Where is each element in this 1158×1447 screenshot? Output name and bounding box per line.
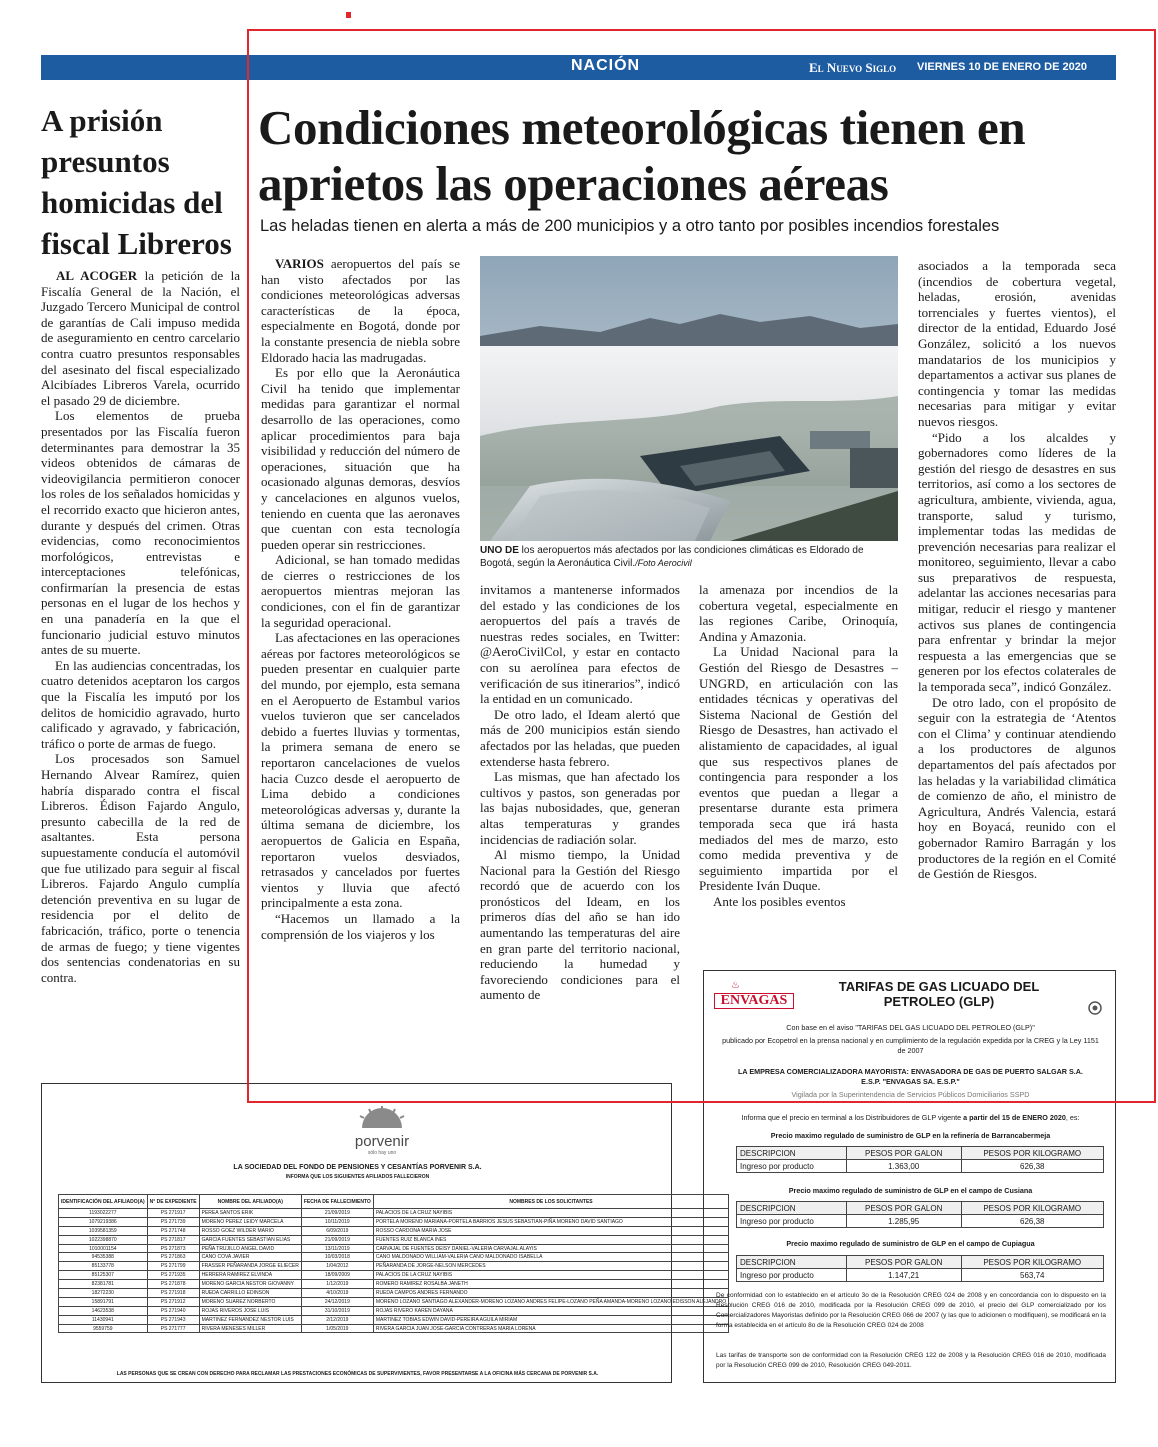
table-cell: MORENO SUAREZ NORBERTO: [199, 1297, 301, 1306]
table-cell: 31/10/2019: [301, 1306, 373, 1315]
article-paragraph-text: aeropuertos del país se han visto afectados por las condiciones meteorológicas adversas características de la época, especialmente en Bogotá, donde por la constante presencia de niebla sobre Eldorado hacia las madrugadas.: [261, 256, 460, 365]
price-cell: 1.147,21: [846, 1269, 961, 1282]
table-cell: 94535388: [59, 1253, 148, 1262]
main-lead: VARIOS: [275, 256, 324, 271]
seal-icon: [1088, 1001, 1102, 1015]
table-cell: 1079219386: [59, 1217, 148, 1226]
article-paragraph: invitamos a mantenerse informados del estado y las condiciones de los aeropuertos del país a través de nuestras redes sociales, en Twitter: @AeroCivilCol, y estar en contacto con su aerolínea para efectos de verificación de sus itinerarios”, indicó la entidad en un comunicado.: [480, 582, 680, 707]
price-cell: 1.285,95: [846, 1215, 961, 1228]
table-cell: RUEDA CARRILLO EDINSON: [199, 1289, 301, 1298]
table-cell: 14623538: [59, 1306, 148, 1315]
caption-lead: UNO DE: [480, 545, 519, 556]
table-header: IDENTIFICACIÓN DEL AFILIADO(A): [59, 1195, 148, 1209]
article-paragraph: La Unidad Nacional para la Gestión del Riesgo de Desastres – UNGRD, en articulación con las entidades técnicas y operativas del Sistema Nacional de Gestión del Riesgo de Desastres, han activado el alistamiento de capacidades, al igual que sus respectivos planes de contingencia para responder a los eventos que puedan a llegar a presentarse durante esta primera temporada seca que irá hasta mediados del mes de marzo, esto como medida preventiva y de seguimiento impartida por el Presidente Iván Duque.: [699, 644, 898, 894]
table-cell: ROSSO GOEZ WILDER MARIO: [199, 1226, 301, 1235]
table-cell: PS 271912: [147, 1297, 199, 1306]
article-paragraph: asociados a la temporada seca (incendios de cobertura vegetal, heladas, erosión, avenidas torrenciales y fuertes vientos), el director de la entidad, Eduardo José González, solicitó a los nuevos mandatarios de los municipios y departamentos a activar sus planes de contingencia y tomar las medidas necesarias para mitigar y evitar nuevos riesgos.: [918, 258, 1116, 429]
price-cell: 563,74: [961, 1269, 1103, 1282]
newspaper-name: El Nuevo Siglo: [809, 60, 897, 75]
page-number: 9B: [1130, 57, 1151, 74]
table-row: [59, 1306, 729, 1315]
left-paragraph-text: la petición de la Fiscalía General de la Nación, el Juzgado Tercero Municipal de control de garantías de Cali impuso medida de aseguramiento en centro carcelario contra cuatro presuntos responsables del asesinato del fiscal especializado Alcibíades Libreros Varela, ocurrido el pasado 29 de diciembre.: [41, 268, 240, 408]
main-column-3: [699, 582, 898, 909]
left-article-title: A prisión presuntos homicidas del fiscal Libreros: [41, 103, 232, 261]
table-cell: 10/03/2018: [301, 1253, 373, 1262]
table-cell: HERRERA RAMIREZ ELVINDA: [199, 1271, 301, 1280]
left-article-body: [41, 268, 240, 985]
left-paragraph: Los procesados son Samuel Hernando Alvear Ramírez, quien habría disparado contra el fiscal Libreros. Édison Fajardo Angulo, presunto cabecilla de la red de asaltantes. Esta persona supuestamente conducía el automóvil que fue utilizado para seguir al fiscal Libreros. Fajardo Angulo cumplía detención preventiva en su lugar de residencia por el delito de fabricación, tráfico, porte o tenencia de armas de fuego; y tiene vigentes dos sentencias condenatorias en su contra.: [41, 751, 240, 985]
article-paragraph: Adicional, se han tomado medidas de cierres o restricciones de los aeropuertos mientras mejoran las condiciones, con el fin de garantizar la seguridad operacional.: [261, 552, 460, 630]
article-paragraph: “Hacemos un llamado a la comprensión de los viajeros y los: [261, 910, 460, 942]
table-cell: ROMERO RAMIREZ ROSALBA JANETH: [373, 1280, 728, 1289]
article-paragraph: Las afectaciones en las operaciones aéreas por factores meteorológicos se pueden presentar en cualquier parte del mundo, por ejemplo, esta semana en el Aeropuerto de Estambul varios vuelos tuvieron que ser cancelados debido a fuertes lluvias y tormentas, la primera semana de enero se reportaron cancelaciones de vuelos hacia Cuzco desde el aeropuerto de Lima debido a condiciones meteorológicas adversas y, durante la última semana de diciembre, los aeropuertos de Galicia en España, reportaron vuelos desviados, retrasados y cancelados por fuertes vientos y lluvia que afectó principalmente a esta zona.: [261, 630, 460, 911]
table-cell: FRASSER PEÑARANDA JORGE ELIECER: [199, 1262, 301, 1271]
table-row: [59, 1209, 729, 1218]
table-header: N° DE EXPEDIENTE: [147, 1195, 199, 1209]
table-cell: 2/12/2019: [301, 1315, 373, 1324]
table-cell: PS 271935: [147, 1271, 199, 1280]
table-cell: 21/09/2019: [301, 1209, 373, 1218]
table-cell: PS 271863: [147, 1253, 199, 1262]
table-cell: PEÑA TRUJILLO ANGEL DAVID: [199, 1244, 301, 1253]
table-cell: 15891791: [59, 1297, 148, 1306]
table-cell: 6/09/2019: [301, 1226, 373, 1235]
table-cell: PORTELA MORENO MARIANA-PORTELA BARRIOS JESUS SEBASTIAN-PIÑA MORENO DAVID SANTIAGO: [373, 1217, 728, 1226]
main-headline: Condiciones meteorológicas tienen en aprietos las operaciones aéreas: [258, 100, 1026, 211]
price-cell: 626,38: [961, 1160, 1103, 1173]
price-table-header: [737, 1256, 1104, 1269]
tariff-inform: [712, 1113, 1109, 1123]
table-cell: 21/09/2019: [301, 1235, 373, 1244]
price-header: PESOS POR KILOGRAMO: [961, 1147, 1103, 1160]
table-header: NOMBRES DE LOS SOLICITANTES: [373, 1195, 728, 1209]
price-header: PESOS POR GALON: [846, 1256, 961, 1269]
table-row: [59, 1289, 729, 1298]
caption-credit: /Foto Aerocivil: [635, 558, 692, 568]
table-cell: PS 271878: [147, 1280, 199, 1289]
inform-end: , es:: [1065, 1113, 1080, 1122]
porvenir-tagline: sólo hay uno: [367, 1150, 397, 1156]
price-table: [736, 1146, 1104, 1173]
table-header: FECHA DE FALLECIMIENTO: [301, 1195, 373, 1209]
airport-fog-photo: [480, 256, 898, 541]
main-column-4: [918, 258, 1116, 882]
section-name: NACIÓN: [571, 57, 641, 74]
table-cell: PEÑARANDA DE JORGE-NELSON MERCEDES: [373, 1262, 728, 1271]
price-table-title: Precio maximo regulado de suministro de GLP en la refinería de Barrancabermeja: [770, 1131, 1051, 1140]
porvenir-sun-icon: [357, 1106, 407, 1128]
table-cell: PS 271873: [147, 1244, 199, 1253]
left-paragraph: En las audiencias concentradas, los cuatro detenidos aceptaron los cargos que la Fiscalía les imputó por los delitos de homicidio agravado, hurto calificado y agravado, y fabricación, tráfico o porte de armas de fuego.: [41, 657, 240, 751]
price-table: [736, 1201, 1104, 1228]
table-cell: 1022398870: [59, 1235, 148, 1244]
table-cell: 1039581359: [59, 1226, 148, 1235]
article-paragraph: “Pido a los alcaldes y gobernadores como líderes de la gestión del riesgo de desastres en sus territorios, así como a los sectores de agricultura, ambiente, vivienda, agua, transporte, salud y turismo, implementar todas las medidas de prevención necesarias para realizar el monitoreo, seguimiento, llevar a cabo sus preparativos de respuesta, adelantar las acciones necesarias para mitigar, reducir el riesgo y mantener activos sus planes de contingencia para enfrentar y brindar la mejor respuesta a las emergencias que se generen por los efectos colaterales de la temporada seca”, indicó González.: [918, 429, 1116, 695]
price-row: [737, 1160, 1104, 1173]
article-paragraph: Las mismas, que han afectado los cultivos y pastos, son generadas por las bajas nubosidades, que, generan altas temperaturas y grandes incidencias de radiación solar.: [480, 769, 680, 847]
table-row: [59, 1271, 729, 1280]
table-cell: 1/05/2019: [301, 1324, 373, 1333]
table-cell: MARTINEZ FERNANDEZ NESTOR LUIS: [199, 1315, 301, 1324]
inform-date: a partir del 15 de ENERO 2020: [963, 1113, 1066, 1122]
article-paragraph: De otro lado, el Ideam alertó que más de 200 municipios están siendo afectados por las heladas, que pueden extenderse hasta febrero.: [480, 706, 680, 769]
price-cell: Ingreso por producto: [737, 1269, 847, 1282]
tariff-vigilada: Vigilada por la Superintendencia de Servicios Públicos Domiciliarios SSPD: [791, 1090, 1030, 1099]
table-cell: 18272230: [59, 1289, 148, 1298]
table-cell: 1/12/2019: [301, 1280, 373, 1289]
table-cell: PS 271799: [147, 1262, 199, 1271]
price-table: [736, 1255, 1104, 1282]
price-table-title: Precio maximo regulado de suministro de GLP en el campo de Cupiagua: [786, 1239, 1035, 1248]
inform-text: Informa que el precio en terminal a los Distribuidores de GLP vigente: [741, 1113, 964, 1122]
table-cell: ROJAS RIVERO KAREN DAYANA: [373, 1306, 728, 1315]
porvenir-logo: [342, 1106, 422, 1156]
tariff-legal-2: Las tarifas de transporte son de conformidad con la Resolución CREG 122 de 2008 y la Resolución CREG 016 de 2010, modificada por la Resolución CREG 099 de 2010, Resolución CREG 049-2011.: [716, 1352, 1106, 1369]
deceased-table: [58, 1194, 729, 1333]
table-cell: PEREA SANTOS ERIK: [199, 1209, 301, 1218]
table-header-row: [59, 1195, 729, 1209]
article-paragraph: [261, 256, 460, 365]
table-cell: ROJAS RIVEROS JOSE LUIS: [199, 1306, 301, 1315]
table-cell: PS 271917: [147, 1209, 199, 1218]
table-cell: MORENO LOZANO SANTIAGO ALEXANDER-MORENO LOZANO ANDRES FELIPE-LOZANO PEÑA AMANDA-MORENO LOZANO EDISSON ALEJANDRO: [373, 1297, 728, 1306]
article-paragraph: Es por ello que la Aeronáutica Civil ha tenido que implementar medidas para garantizar el normal desarrollo de las operaciones, como aplicar procedimientos para baja visibilidad y reducción del número de operaciones, situación que ha ocasionado algunas demoras, desvíos y cancelaciones en algunos vuelos, teniendo en cuenta que las aeronaves que cuentan con esta tecnología pueden operar sin restricciones.: [261, 365, 460, 552]
table-row: [59, 1253, 729, 1262]
table-cell: 10/11/2019: [301, 1217, 373, 1226]
envagas-ad: [703, 970, 1116, 1383]
table-row: [59, 1297, 729, 1306]
table-row: [59, 1315, 729, 1324]
flame-icon: ♨: [731, 980, 740, 991]
selection-marker: [346, 12, 351, 18]
price-row: [737, 1215, 1104, 1228]
price-table-title: Precio maximo regulado de suministro de GLP en el campo de Cusiana: [788, 1186, 1033, 1195]
table-cell: GARCIA FUENTES SEBASTIAN ELIAS: [199, 1235, 301, 1244]
table-cell: 1/04/2012: [301, 1262, 373, 1271]
table-row: [59, 1217, 729, 1226]
table-cell: RIVERA MENESES MILLER: [199, 1324, 301, 1333]
table-cell: PS 271739: [147, 1217, 199, 1226]
left-lead: AL ACOGER: [56, 268, 138, 283]
price-header: PESOS POR KILOGRAMO: [961, 1202, 1103, 1215]
table-cell: 85125307: [59, 1271, 148, 1280]
left-paragraph: Los elementos de prueba presentados por las Fiscalía fueron determinantes para demostrar la 35 videos obtenidos de cámaras de videovigilancia permitieron conocer los roles de los señalados homicidas y el recorrido exacto que hicieron antes, durante y después del crimen. Otras evidencias, como reconocimientos morfológicos, entrevistas e interceptaciones telefónicas, confirmarían la presencia de estas personas en el lugar de los hechos y en una panadería en la que el funcionario judicial estuvo minutos antes de su muerte.: [41, 408, 240, 658]
table-cell: RUEDA CAMPOS ANDRES FERNANDO: [373, 1289, 728, 1298]
table-cell: 24/12/2019: [301, 1297, 373, 1306]
table-header: NOMBRE DEL AFILIADO(A): [199, 1195, 301, 1209]
price-table-header: [737, 1202, 1104, 1215]
table-cell: CARVAJAL DE FUENTES DEISY DANIEL-VALERIA CARVAJAL ALAYIS: [373, 1244, 728, 1253]
table-row: [59, 1324, 729, 1333]
table-cell: 1010001154: [59, 1244, 148, 1253]
superservicios-seal-icon: [1080, 1001, 1110, 1017]
table-row: [59, 1244, 729, 1253]
table-cell: 4/10/2019: [301, 1289, 373, 1298]
price-cell: Ingreso por producto: [737, 1160, 847, 1173]
article-paragraph: Al mismo tiempo, la Unidad Nacional para la Gestión del Riesgo recordó que de acuerdo con los pronósticos del Ideam, en los primeros días del año se han ido aumentando las temperaturas del aire en gran parte del territorio nacional, reduciendo la humedad y favoreciendo condiciones para el aumento de: [480, 847, 680, 1003]
article-paragraph: De otro lado, con el propósito de seguir con la estrategia de ‘Atentos con el Clima’ y continuar atendiendo a los productores de algunos departamentos del país afectados por las heladas y la variabilidad climática de comienzo de año, el ministro de Agricultura, Andrés Valencia, estará hoy en Boyacá, reunido con el gobernador Ramiro Barragán y los productores de la región en el Comité de Gestión de Riesgos.: [918, 694, 1116, 882]
left-paragraph: [41, 268, 240, 408]
table-row: [59, 1235, 729, 1244]
price-header: PESOS POR GALON: [846, 1147, 961, 1160]
table-cell: ROSSO CARDONA MARIA JOSE: [373, 1226, 728, 1235]
table-cell: FUENTES RUIZ BLANCA INES: [373, 1235, 728, 1244]
porvenir-brand: porvenir: [354, 1133, 410, 1150]
table-cell: PALACIOS DE LA CRUZ NAYIBIS: [373, 1271, 728, 1280]
table-cell: CANO COVA JAVIER: [199, 1253, 301, 1262]
table-cell: 9559759: [59, 1324, 148, 1333]
price-header: DESCRIPCION: [737, 1256, 847, 1269]
table-row: [59, 1262, 729, 1271]
photo-caption: [480, 544, 898, 570]
table-cell: 13/11/2019: [301, 1244, 373, 1253]
airport-fog-illustration: [480, 256, 898, 541]
price-cell: Ingreso por producto: [737, 1215, 847, 1228]
main-subhead: Las heladas tienen en alerta a más de 200 municipios y a otro tanto por posibles incendios forestales: [260, 217, 1000, 235]
table-cell: PS 271748: [147, 1226, 199, 1235]
table-cell: 18/09/2009: [301, 1271, 373, 1280]
porvenir-heading: LA SOCIEDAD DEL FONDO DE PENSIONES Y CESANTÍAS PORVENIR S.A.: [233, 1164, 482, 1171]
porvenir-footer: LAS PERSONAS QUE SE CREAN CON DERECHO PARA RECLAMAR LAS PRESTACIONES ECONÓMICAS DE SUPERVIVIENTES, FAVOR PRESENTARSE A LA OFICINA MÁS CERCANA DE PORVENIR S.A.: [116, 1371, 599, 1377]
article-paragraph: la amenaza por incendios de la cobertura vegetal, especialmente en las regiones Caribe, Orinoquía, Andina y Amazonia.: [699, 582, 898, 644]
table-cell: 11430941: [59, 1315, 148, 1324]
tariff-legal-1: De conformidad con lo establecido en el artículo 3o de la Resolución CREG 024 de 2008 y en concordancia con lo dispuesto en la Resolución CREG 016 de 2010, modificada por la Resolución CREG 099 de 2010, el precio del GLP comercializado por los Comercializadores Mayoristas definido por la Resolución CREG 066 de 2007 (y las que lo adicionen o modifiquen), se modificará en la forma establecida en el artículo 8o de la Resolución CREG 024 de 2008: [716, 1292, 1106, 1329]
page-header-bar: [41, 55, 1151, 80]
table-row: [59, 1226, 729, 1235]
price-cell: 1.363,00: [846, 1160, 961, 1173]
price-header: DESCRIPCION: [737, 1202, 847, 1215]
table-cell: MORENO PEREZ LEIDY MARCELA: [199, 1217, 301, 1226]
table-cell: 85133778: [59, 1262, 148, 1271]
table-cell: PALACIOS DE LA CRUZ NAYIBIS: [373, 1209, 728, 1218]
envagas-logo: ENVAGAS: [714, 993, 794, 1009]
caption-text: los aeropuertos más afectados por las condiciones climáticas es Eldorado de Bogotá, según la Aeronáutica Civil.: [480, 545, 864, 569]
tariff-company: LA EMPRESA COMERCIALIZADORA MAYORISTA: ENVASADORA DE GAS DE PUERTO SALGAR S.A. E.S.P. "ENVAGAS SA. E.S.P.": [738, 1067, 1083, 1086]
deceased-table-body: [59, 1209, 729, 1333]
tariff-intro-2: publicado por Ecopetrol en la prensa nacional y en cumplimiento de la regulación expedida por la CREG y la Ley 1151 de 2007: [722, 1036, 1099, 1055]
table-cell: PS 271817: [147, 1235, 199, 1244]
table-cell: RIVERA GARCIA JUAN JOSE-GARCIA CONTRERAS MARIA LORENA: [373, 1324, 728, 1333]
tariff-title: TARIFAS DE GAS LICUADO DEL PETROLEO (GLP): [838, 979, 1040, 1009]
table-cell: PS 271943: [147, 1315, 199, 1324]
table-cell: PS 271777: [147, 1324, 199, 1333]
table-cell: 1193022277: [59, 1209, 148, 1218]
tariff-intro-1: Con base en el aviso "TARIFAS DEL GAS LICUADO DEL PETROLEO (GLP)": [786, 1023, 1035, 1032]
main-column-2: [480, 582, 680, 1003]
price-header: PESOS POR GALON: [846, 1202, 961, 1215]
table-cell: CANO MALDONADO WILLIAM-VALERIA CANO MALDONADO ISABELLA: [373, 1253, 728, 1262]
main-column-1: [261, 256, 460, 942]
table-cell: PS 271940: [147, 1306, 199, 1315]
price-row: [737, 1269, 1104, 1282]
table-cell: MARTINEZ TOBIAS EDWIN DAVID-PEREIRA AGUILA MIRIAM: [373, 1315, 728, 1324]
porvenir-ad: [41, 1083, 727, 1383]
price-cell: 626,38: [961, 1215, 1103, 1228]
table-cell: MORENO GARCIA NESTOR GIOVANNY: [199, 1280, 301, 1289]
table-row: [59, 1280, 729, 1289]
table-cell: 82381781: [59, 1280, 148, 1289]
price-table-header: [737, 1147, 1104, 1160]
issue-date: VIERNES 10 DE ENERO DE 2020: [917, 61, 1087, 73]
table-cell: PS 271918: [147, 1289, 199, 1298]
price-header: DESCRIPCION: [737, 1147, 847, 1160]
article-paragraph: Ante los posibles eventos: [713, 893, 846, 909]
price-header: PESOS POR KILOGRAMO: [961, 1256, 1103, 1269]
porvenir-subheading: INFORMA QUE LOS SIGUIENTES AFILIADOS FALLECIERON: [285, 1174, 430, 1180]
